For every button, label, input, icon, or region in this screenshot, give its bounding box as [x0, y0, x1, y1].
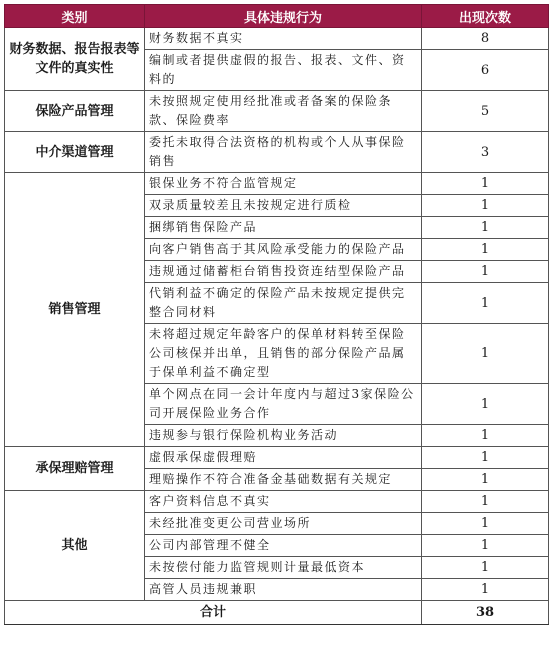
count-cell: 1	[422, 173, 549, 195]
table-row	[5, 447, 549, 469]
count-cell: 1	[422, 239, 549, 261]
count-cell: 1	[422, 579, 549, 601]
category-cell: 保险产品管理	[5, 91, 145, 132]
behavior-cell: 未按偿付能力监管规则计量最低资本	[145, 557, 422, 579]
category-cell: 承保理赔管理	[5, 447, 145, 491]
behavior-cell: 财务数据不真实	[145, 28, 422, 50]
count-cell: 1	[422, 324, 549, 384]
behavior-cell: 违规参与银行保险机构业务活动	[145, 425, 422, 447]
category-cell: 其他	[5, 491, 145, 601]
count-cell: 1	[422, 384, 549, 425]
count-cell: 5	[422, 91, 549, 132]
behavior-cell: 向客户销售高于其风险承受能力的保险产品	[145, 239, 422, 261]
behavior-cell: 编制或者提供虚假的报告、报表、文件、资料的	[145, 50, 422, 91]
table-row	[5, 91, 549, 132]
count-cell: 1	[422, 283, 549, 324]
behavior-cell: 银保业务不符合监管规定	[145, 173, 422, 195]
behavior-cell: 高管人员违规兼职	[145, 579, 422, 601]
count-cell: 1	[422, 491, 549, 513]
behavior-cell: 未按照规定使用经批准或者备案的保险条款、保险费率	[145, 91, 422, 132]
count-cell: 1	[422, 261, 549, 283]
count-cell: 1	[422, 195, 549, 217]
header-count: 出现次数	[422, 5, 549, 28]
count-cell: 1	[422, 535, 549, 557]
table-row	[5, 491, 549, 513]
violations-table	[4, 4, 549, 625]
violations-table-container	[4, 4, 548, 625]
count-cell: 8	[422, 28, 549, 50]
category-cell: 中介渠道管理	[5, 132, 145, 173]
table-row	[5, 173, 549, 195]
table-header-row	[5, 5, 549, 28]
header-category: 类别	[5, 5, 145, 28]
behavior-cell: 捆绑销售保险产品	[145, 217, 422, 239]
behavior-cell: 单个网点在同一会计年度内与超过3家保险公司开展保险业务合作	[145, 384, 422, 425]
count-cell: 1	[422, 557, 549, 579]
behavior-cell: 未经批准变更公司营业场所	[145, 513, 422, 535]
table-body	[5, 28, 549, 625]
total-label: 合计	[5, 601, 422, 625]
behavior-cell: 未将超过规定年龄客户的保单材料转至保险公司核保并出单，且销售的部分保险产品属于保单利益不确定型	[145, 324, 422, 384]
count-cell: 6	[422, 50, 549, 91]
behavior-cell: 虚假承保虚假理赔	[145, 447, 422, 469]
count-cell: 1	[422, 513, 549, 535]
header-behavior: 具体违规行为	[145, 5, 422, 28]
behavior-cell: 客户资料信息不真实	[145, 491, 422, 513]
category-cell: 财务数据、报告报表等文件的真实性	[5, 28, 145, 91]
behavior-cell: 双录质量较差且未按规定进行质检	[145, 195, 422, 217]
count-cell: 1	[422, 469, 549, 491]
table-row	[5, 28, 549, 50]
count-cell: 1	[422, 217, 549, 239]
total-count: 38	[422, 601, 549, 625]
behavior-cell: 公司内部管理不健全	[145, 535, 422, 557]
total-row	[5, 601, 549, 625]
table-row	[5, 132, 549, 173]
behavior-cell: 理赔操作不符合准备金基础数据有关规定	[145, 469, 422, 491]
category-cell: 销售管理	[5, 173, 145, 447]
count-cell: 1	[422, 447, 549, 469]
behavior-cell: 违规通过储蓄柜台销售投资连结型保险产品	[145, 261, 422, 283]
count-cell: 3	[422, 132, 549, 173]
count-cell: 1	[422, 425, 549, 447]
behavior-cell: 委托未取得合法资格的机构或个人从事保险销售	[145, 132, 422, 173]
behavior-cell: 代销利益不确定的保险产品未按规定提供完整合同材料	[145, 283, 422, 324]
